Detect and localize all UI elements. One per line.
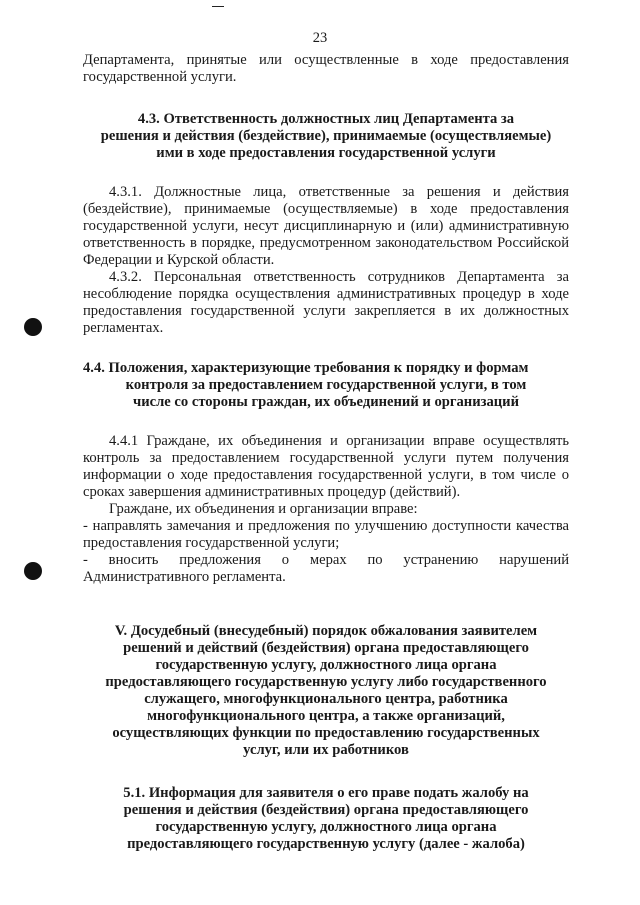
section-4-3-heading	[83, 111, 569, 162]
heading-line: 5.1. Информация для заявителя о его праве подать жалобу на	[123, 785, 529, 801]
heading-line: числе со стороны граждан, их объединений и организаций	[132, 394, 519, 410]
document-body	[83, 52, 569, 853]
heading-line: V. Досудебный (внесудебный) порядок обжалования заявителем	[114, 623, 538, 639]
heading-line: 4.4. Положения, характеризующие требования к порядку и формам	[83, 360, 529, 376]
punch-hole-top	[24, 318, 42, 336]
intro-paragraph: Департамента, принятые или осуществленные в ходе предоставления государственной услуги.	[83, 52, 569, 85]
scan-mark	[212, 6, 224, 7]
heading-line: решений и действий (бездействия) органа предоставляющего	[123, 640, 529, 656]
section-V-heading	[83, 623, 569, 759]
paragraph-4-3-2: 4.3.2. Персональная ответственность сотрудников Департамента за несоблюдение порядка осуществления административных процедур в ходе предоставления государственной услуги закрепляется в их должностных регламентах.	[83, 269, 569, 336]
paragraph-rights: Граждане, их объединения и организации вправе:	[109, 501, 418, 517]
heading-line: предоставляющего государственную услугу (далее - жалоба)	[127, 836, 525, 852]
heading-line: служащего, многофункционального центра, работника	[144, 691, 508, 707]
heading-line: решения и действия (бездействия) органа предоставляющего	[123, 802, 529, 818]
punch-hole-bottom	[24, 562, 42, 580]
heading-line: контроля за предоставлением государственной услуги, в том	[125, 377, 527, 393]
heading-line: государственную услугу, должностного лица органа	[155, 819, 497, 835]
page-number: 23	[312, 30, 328, 46]
bullet-item: - вносить предложения о мерах по устранению нарушений Административного регламента.	[83, 552, 569, 585]
paragraph-4-3-1: 4.3.1. Должностные лица, ответственные за решения и действия (бездействие), принимаемые (осуществляемые) в ходе предоставления государственной услуги, несут дисциплинарную и (или) административную ответственность в порядке, предусмотренном законодательством Российской Федерации и Курской области.	[83, 184, 569, 268]
section-4-4-heading	[83, 360, 569, 411]
heading-line: предоставляющего государственную услугу либо государственного	[105, 674, 547, 690]
heading-line: осуществляющих функции по предоставлению государственных	[112, 725, 540, 741]
section-5-1-heading	[83, 785, 569, 853]
bullet-item: - направлять замечания и предложения по улучшению доступности качества предоставления государственной услуги;	[83, 518, 569, 551]
heading-line: государственную услугу, должностного лица органа	[155, 657, 497, 673]
heading-line: решения и действия (бездействие), принимаемые (осуществляемые)	[100, 128, 552, 144]
heading-line: услуг, или их работников	[243, 742, 409, 758]
paragraph-4-4-1: 4.4.1 Граждане, их объединения и организации вправе осуществлять контроль за предоставлением государственной услуги путем получения информации о ходе предоставления государственной услуги, в том числе о сроках завершения административных процедур (действий).	[83, 433, 569, 500]
heading-line: ими в ходе предоставления государственной услуги	[156, 145, 496, 161]
heading-line: многофункционального центра, а также организаций,	[147, 708, 505, 724]
heading-line: 4.3. Ответственность должностных лиц Департамента за	[137, 111, 515, 127]
